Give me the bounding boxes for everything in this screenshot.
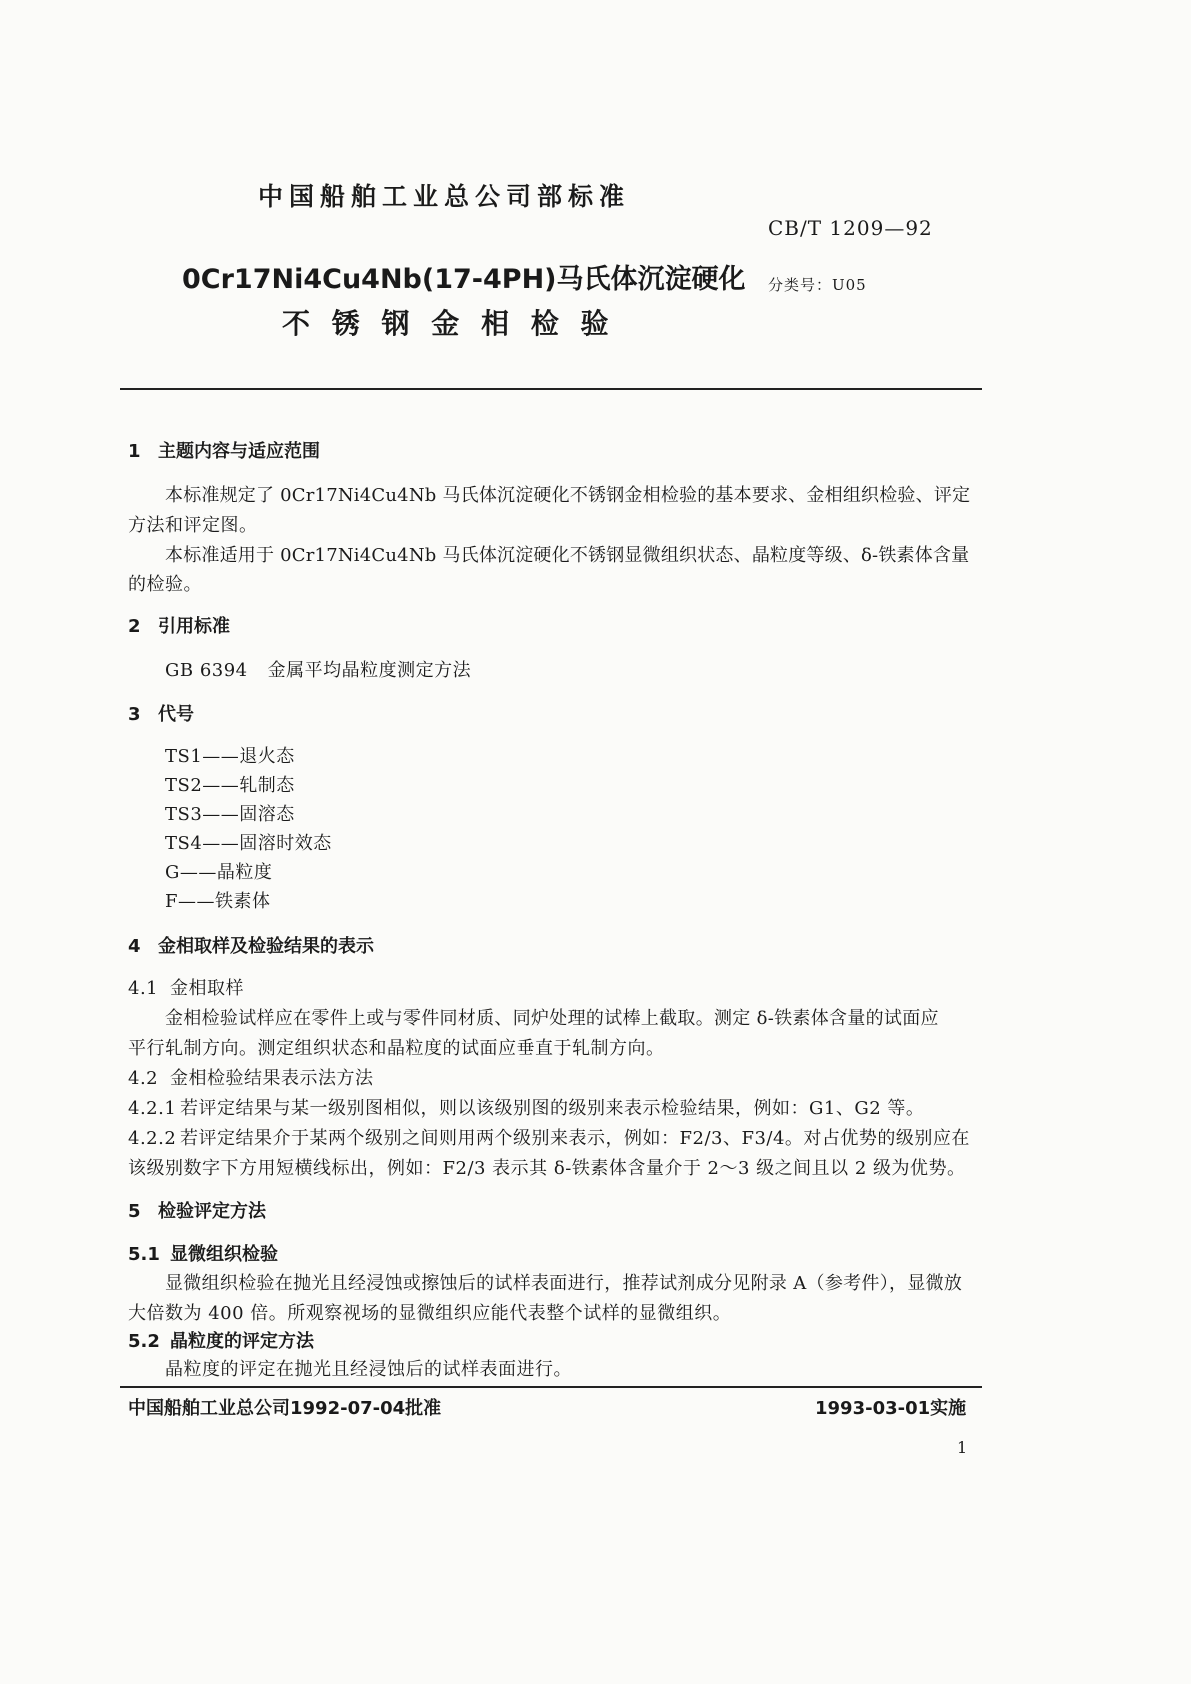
clause-4-2-1 xyxy=(128,1094,924,1120)
code-item: TS1——退火态 xyxy=(165,746,295,767)
code-meaning: 退火态 xyxy=(239,746,295,767)
code-item: TS3——固溶态 xyxy=(165,804,295,825)
reference-code: GB 6394 xyxy=(165,660,248,681)
s1-paragraph2-line2: 的检验。 xyxy=(128,574,202,595)
subsection-4-2-heading xyxy=(128,1064,374,1090)
s41-text-line1: 金相检验试样应在零件上或与零件同材质、同炉处理的试棒上截取。测定 δ-铁素体含量的试面应 xyxy=(165,1008,939,1029)
section-number: 2 xyxy=(128,616,141,637)
organization-standard: 中国船舶工业总公司部标准 xyxy=(258,182,631,211)
clause-number: 4.2.2 xyxy=(128,1128,177,1149)
section-number: 5 xyxy=(128,1201,141,1222)
section-number: 4 xyxy=(128,936,141,957)
code-symbol: G xyxy=(165,862,180,883)
code-meaning: 固溶时效态 xyxy=(239,833,332,854)
code-item: TS2——轧制态 xyxy=(165,775,295,796)
code-symbol: TS4 xyxy=(165,833,203,854)
code-meaning: 轧制态 xyxy=(239,775,295,796)
section-number: 3 xyxy=(128,704,141,725)
classification-number: 分类号：U05 xyxy=(768,276,867,294)
s52-text: 晶粒度的评定在抛光且经浸蚀后的试样表面进行。 xyxy=(165,1359,572,1380)
subsection-5-2-heading xyxy=(128,1327,314,1353)
subsection-title: 金相取样 xyxy=(170,978,244,999)
subsection-number: 4.1 xyxy=(128,978,159,999)
document-title-line2: 不 锈 钢 金 相 检 验 xyxy=(282,307,615,340)
s51-text-line1: 显微组织检验在抛光且经浸蚀或擦蚀后的试样表面进行，推荐试剂成分见附录 A（参考件），显微放 xyxy=(165,1273,963,1294)
section-title: 主题内容与适应范围 xyxy=(158,441,320,462)
section-3-heading xyxy=(128,700,194,726)
approval-date: 中国船舶工业总公司1992-07-04批准 xyxy=(128,1398,442,1419)
standard-code: CB/T 1209—92 xyxy=(768,216,933,240)
document-title-line1: 0Cr17Ni4Cu4Nb(17-4PH)马氏体沉淀硬化 xyxy=(182,264,746,295)
referenced-standard xyxy=(165,656,471,682)
code-meaning: 固溶态 xyxy=(239,804,295,825)
subsection-title: 金相检验结果表示法方法 xyxy=(170,1068,374,1089)
code-symbol: TS2 xyxy=(165,775,203,796)
section-title: 检验评定方法 xyxy=(158,1201,266,1222)
subsection-number: 5.1 xyxy=(128,1244,160,1265)
reference-title: 金属平均晶粒度测定方法 xyxy=(267,660,472,681)
subsection-title: 显微组织检验 xyxy=(170,1244,278,1265)
s1-paragraph1-line2: 方法和评定图。 xyxy=(128,515,258,536)
implementation-date: 1993-03-01实施 xyxy=(815,1398,967,1419)
footer-divider xyxy=(120,1386,982,1388)
code-item: G——晶粒度 xyxy=(165,862,273,883)
code-meaning: 晶粒度 xyxy=(216,862,273,883)
section-title: 代号 xyxy=(158,704,194,725)
subsection-5-1-heading xyxy=(128,1240,278,1266)
section-title: 引用标准 xyxy=(158,616,230,637)
section-5-heading xyxy=(128,1197,266,1223)
subsection-number: 5.2 xyxy=(128,1331,160,1352)
header-divider xyxy=(120,388,982,390)
page-number: 1 xyxy=(957,1438,968,1457)
code-meaning: 铁素体 xyxy=(215,891,271,912)
section-4-heading xyxy=(128,932,374,958)
clause-text: 若评定结果与某一级别图相似，则以该级别图的级别来表示检验结果，例如：G1、G2 等。 xyxy=(180,1098,925,1119)
subsection-number: 4.2 xyxy=(128,1068,159,1089)
section-number: 1 xyxy=(128,441,141,462)
s51-text-line2: 大倍数为 400 倍。所观察视场的显微组织应能代表整个试样的显微组织。 xyxy=(128,1303,732,1324)
code-symbol: TS3 xyxy=(165,804,203,825)
section-1-heading xyxy=(128,437,320,463)
section-2-heading xyxy=(128,612,230,638)
clause-number: 4.2.1 xyxy=(128,1098,177,1119)
s1-paragraph2-line1: 本标准适用于 0Cr17Ni4Cu4Nb 马氏体沉淀硬化不锈钢显微组织状态、晶粒度等级、δ-铁素体含量 xyxy=(165,545,970,566)
clause-4-2-2-line2: 该级别数字下方用短横线标出，例如：F2/3 表示其 δ-铁素体含量介于 2～3 级之间且以 2 级为优势。 xyxy=(128,1158,966,1179)
s1-paragraph1-line1: 本标准规定了 0Cr17Ni4Cu4Nb 马氏体沉淀硬化不锈钢金相检验的基本要求、金相组织检验、评定 xyxy=(165,485,971,506)
section-title: 金相取样及检验结果的表示 xyxy=(158,936,374,957)
code-item: TS4——固溶时效态 xyxy=(165,833,332,854)
code-symbol: F xyxy=(165,891,178,912)
subsection-4-1-heading xyxy=(128,974,244,1000)
subsection-title: 晶粒度的评定方法 xyxy=(170,1331,314,1352)
s41-text-line2: 平行轧制方向。测定组织状态和晶粒度的试面应垂直于轧制方向。 xyxy=(128,1038,665,1059)
code-item: F——铁素体 xyxy=(165,891,271,912)
clause-4-2-2-line1 xyxy=(128,1124,970,1150)
clause-text: 若评定结果介于某两个级别之间则用两个级别来表示，例如：F2/3、F3/4。对占优势的级别应在 xyxy=(180,1128,970,1149)
code-symbol: TS1 xyxy=(165,746,203,767)
